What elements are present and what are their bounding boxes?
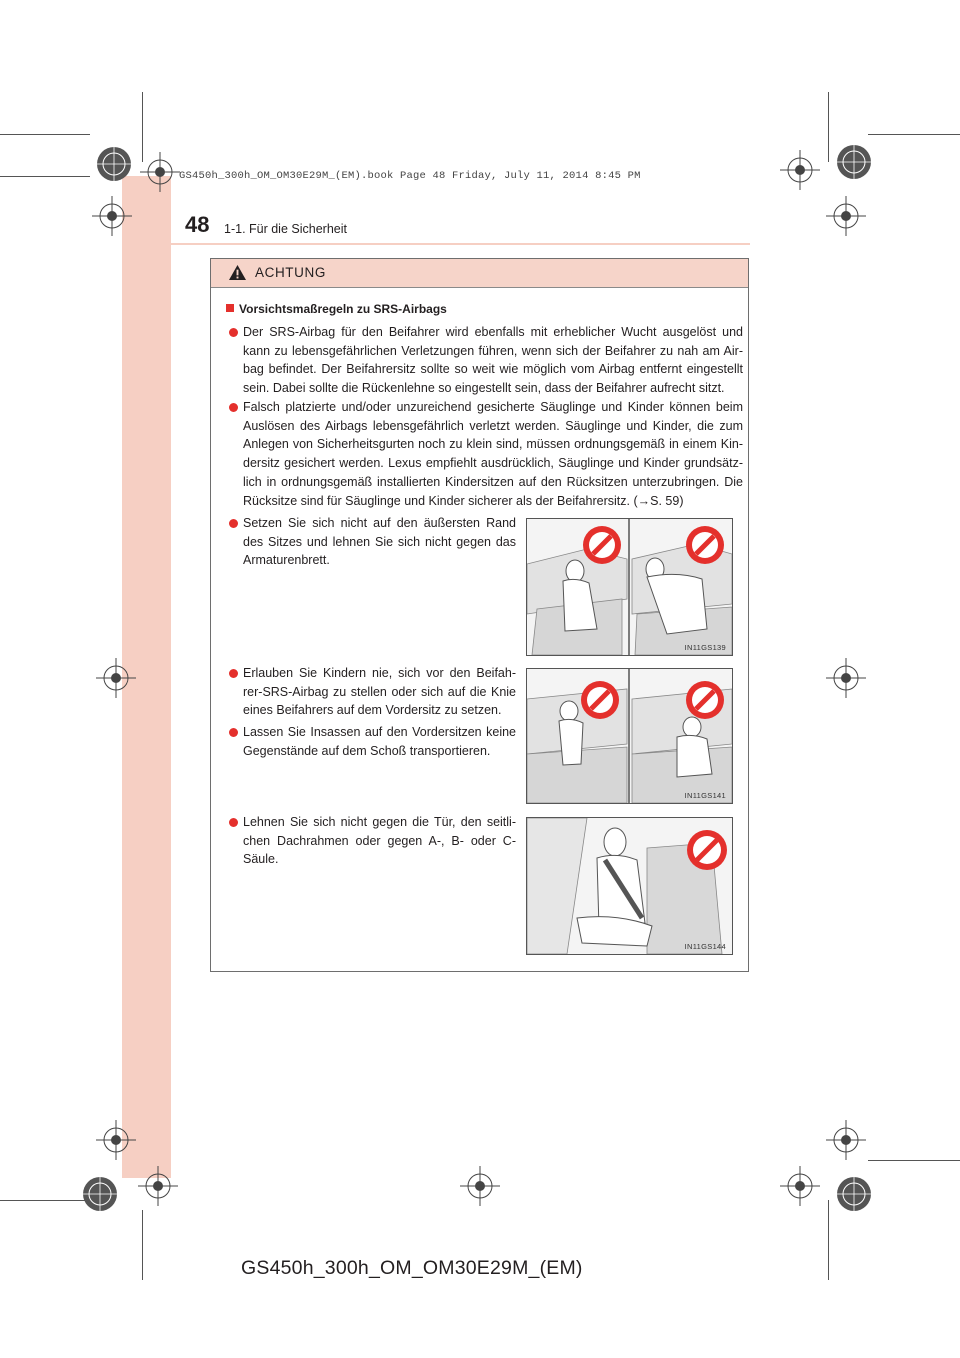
- text-line: bag befindet. Der Beifahrersitz sollte so weit wie möglich vom Airbag entfernt eingestellt: [243, 362, 743, 377]
- crosshair-icon: [138, 1166, 178, 1206]
- text-line: kann zu lebensgefährlichen Verletzungen führen, wenn sich der Beifahrer zu nah am Air-: [243, 343, 743, 358]
- text-line: Säule.: [243, 852, 279, 867]
- crop-mark: [828, 92, 829, 162]
- crop-mark: [0, 176, 90, 177]
- bullet-airbag-force: [243, 323, 743, 398]
- illustration-drawing: [527, 669, 732, 803]
- text-line: Auslösen des Airbags lebensgefährlich verletzt werden. Säuglinge und Kinder, die zum: [243, 418, 743, 433]
- warning-triangle-icon: [228, 264, 247, 281]
- text-line: Rücksitze sind für Säuglinge und Kinder sicherer als der Beifahrersitz. (→S. 59): [243, 493, 684, 508]
- illustration-code: IN11GS139: [684, 643, 726, 652]
- bullet-dot-icon: [229, 818, 238, 827]
- illustration-drawing: [527, 818, 732, 954]
- crosshair-icon: [92, 196, 132, 236]
- warning-title: ACHTUNG: [255, 265, 326, 280]
- illustration-seat-edge: [526, 518, 733, 656]
- section-title: 1-1. Für die Sicherheit: [224, 222, 347, 236]
- registration-mark-icon: [832, 1172, 876, 1216]
- footer-book-code: GS450h_300h_OM_OM30E29M_(EM): [241, 1257, 583, 1279]
- crop-mark: [0, 134, 90, 135]
- bullet-dot-icon: [229, 669, 238, 678]
- crosshair-icon: [460, 1166, 500, 1206]
- text-line: Der SRS-Airbag für den Beifahrer wird ebenfalls mit erheblicher Wucht ausgelöst und: [243, 325, 743, 339]
- crosshair-icon: [96, 1120, 136, 1160]
- warning-header: [211, 259, 748, 288]
- bullet-children-airbag: [243, 664, 516, 720]
- page-number: 48: [185, 212, 210, 237]
- crosshair-icon: [96, 658, 136, 698]
- illustration-door-lean: [526, 817, 733, 955]
- text-line: sein. Dabei sollte die Rückenlehne so eingestellt sein, dass der Beifahrer aufrecht sitzt.: [243, 381, 725, 396]
- header-rule: [122, 243, 750, 245]
- text-line: Lassen Sie Insassen auf den Vordersitzen keine: [243, 725, 516, 739]
- text-line: des Sitzes und lehnen Sie sich nicht gegen das: [243, 534, 516, 549]
- warning-box: [210, 258, 749, 972]
- item-title: [226, 302, 447, 316]
- crosshair-icon: [826, 196, 866, 236]
- illustration-code: IN11GS144: [684, 942, 726, 951]
- text-line: Anlegen von Sicherheitsgurten noch zu klein sind, müssen ordnungsgemäß in einem Kin-: [243, 437, 743, 452]
- text-line: Setzen Sie sich nicht auf den äußersten Rand: [243, 516, 516, 530]
- crop-mark: [868, 1160, 960, 1161]
- text-line: Gegenstände auf dem Schoß transportieren.: [243, 743, 491, 758]
- bullet-children-safety: [243, 398, 743, 510]
- square-bullet-icon: [226, 304, 234, 312]
- illustration-children: [526, 668, 733, 804]
- text-line: chen Dachrahmen oder gegen A-, B- oder C-: [243, 833, 516, 848]
- crosshair-icon: [826, 658, 866, 698]
- item-title-text: Vorsichtsmaßregeln zu SRS-Airbags: [239, 302, 447, 316]
- crosshair-icon: [826, 1120, 866, 1160]
- text-line: Armaturenbrett.: [243, 553, 330, 568]
- bullet-seat-edge: [243, 514, 516, 570]
- crop-mark: [868, 134, 960, 135]
- registration-mark-icon: [92, 142, 136, 186]
- registration-mark-icon: [78, 1172, 122, 1216]
- text-line: Lehnen Sie sich nicht gegen die Tür, den seitli-: [243, 815, 516, 829]
- crosshair-icon: [140, 152, 180, 192]
- illustration-drawing: [527, 519, 732, 655]
- registration-mark-icon: [832, 140, 876, 184]
- bullet-dot-icon: [229, 728, 238, 737]
- text-line: rer-SRS-Airbag zu stellen oder sich auf die Knie: [243, 684, 516, 699]
- crop-mark: [142, 1210, 143, 1280]
- text-line: lich in ordnungsgemäß installierten Kindersitzen auf den Rücksitzen unterzubringen. Die: [243, 474, 743, 489]
- bullet-dot-icon: [229, 519, 238, 528]
- bullet-dot-icon: [229, 328, 238, 337]
- bullet-door-pillars: [243, 813, 516, 869]
- crosshair-icon: [780, 150, 820, 190]
- print-header: GS450h_300h_OM_OM30E29M_(EM).book Page 48 Friday, July 11, 2014 8:45 PM: [179, 170, 641, 182]
- bullet-dot-icon: [229, 403, 238, 412]
- text-line: Erlauben Sie Kindern nie, sich vor den Beifah-: [243, 666, 516, 680]
- crop-mark: [828, 1200, 829, 1280]
- crosshair-icon: [780, 1166, 820, 1206]
- text-line: eines Beifahrers auf dem Vordersitz zu setzen.: [243, 703, 502, 718]
- text-line: Falsch platzierte und/oder unzureichend gesicherte Säuglinge und Kinder können beim: [243, 400, 743, 414]
- illustration-code: IN11GS141: [684, 791, 726, 800]
- text-line: dersitz gesichert werden. Lexus empfiehlt ausdrücklich, Säuglinge und Kinder grundsätz-: [243, 456, 743, 471]
- bullet-lap-objects: [243, 723, 516, 760]
- crop-mark: [0, 1200, 90, 1201]
